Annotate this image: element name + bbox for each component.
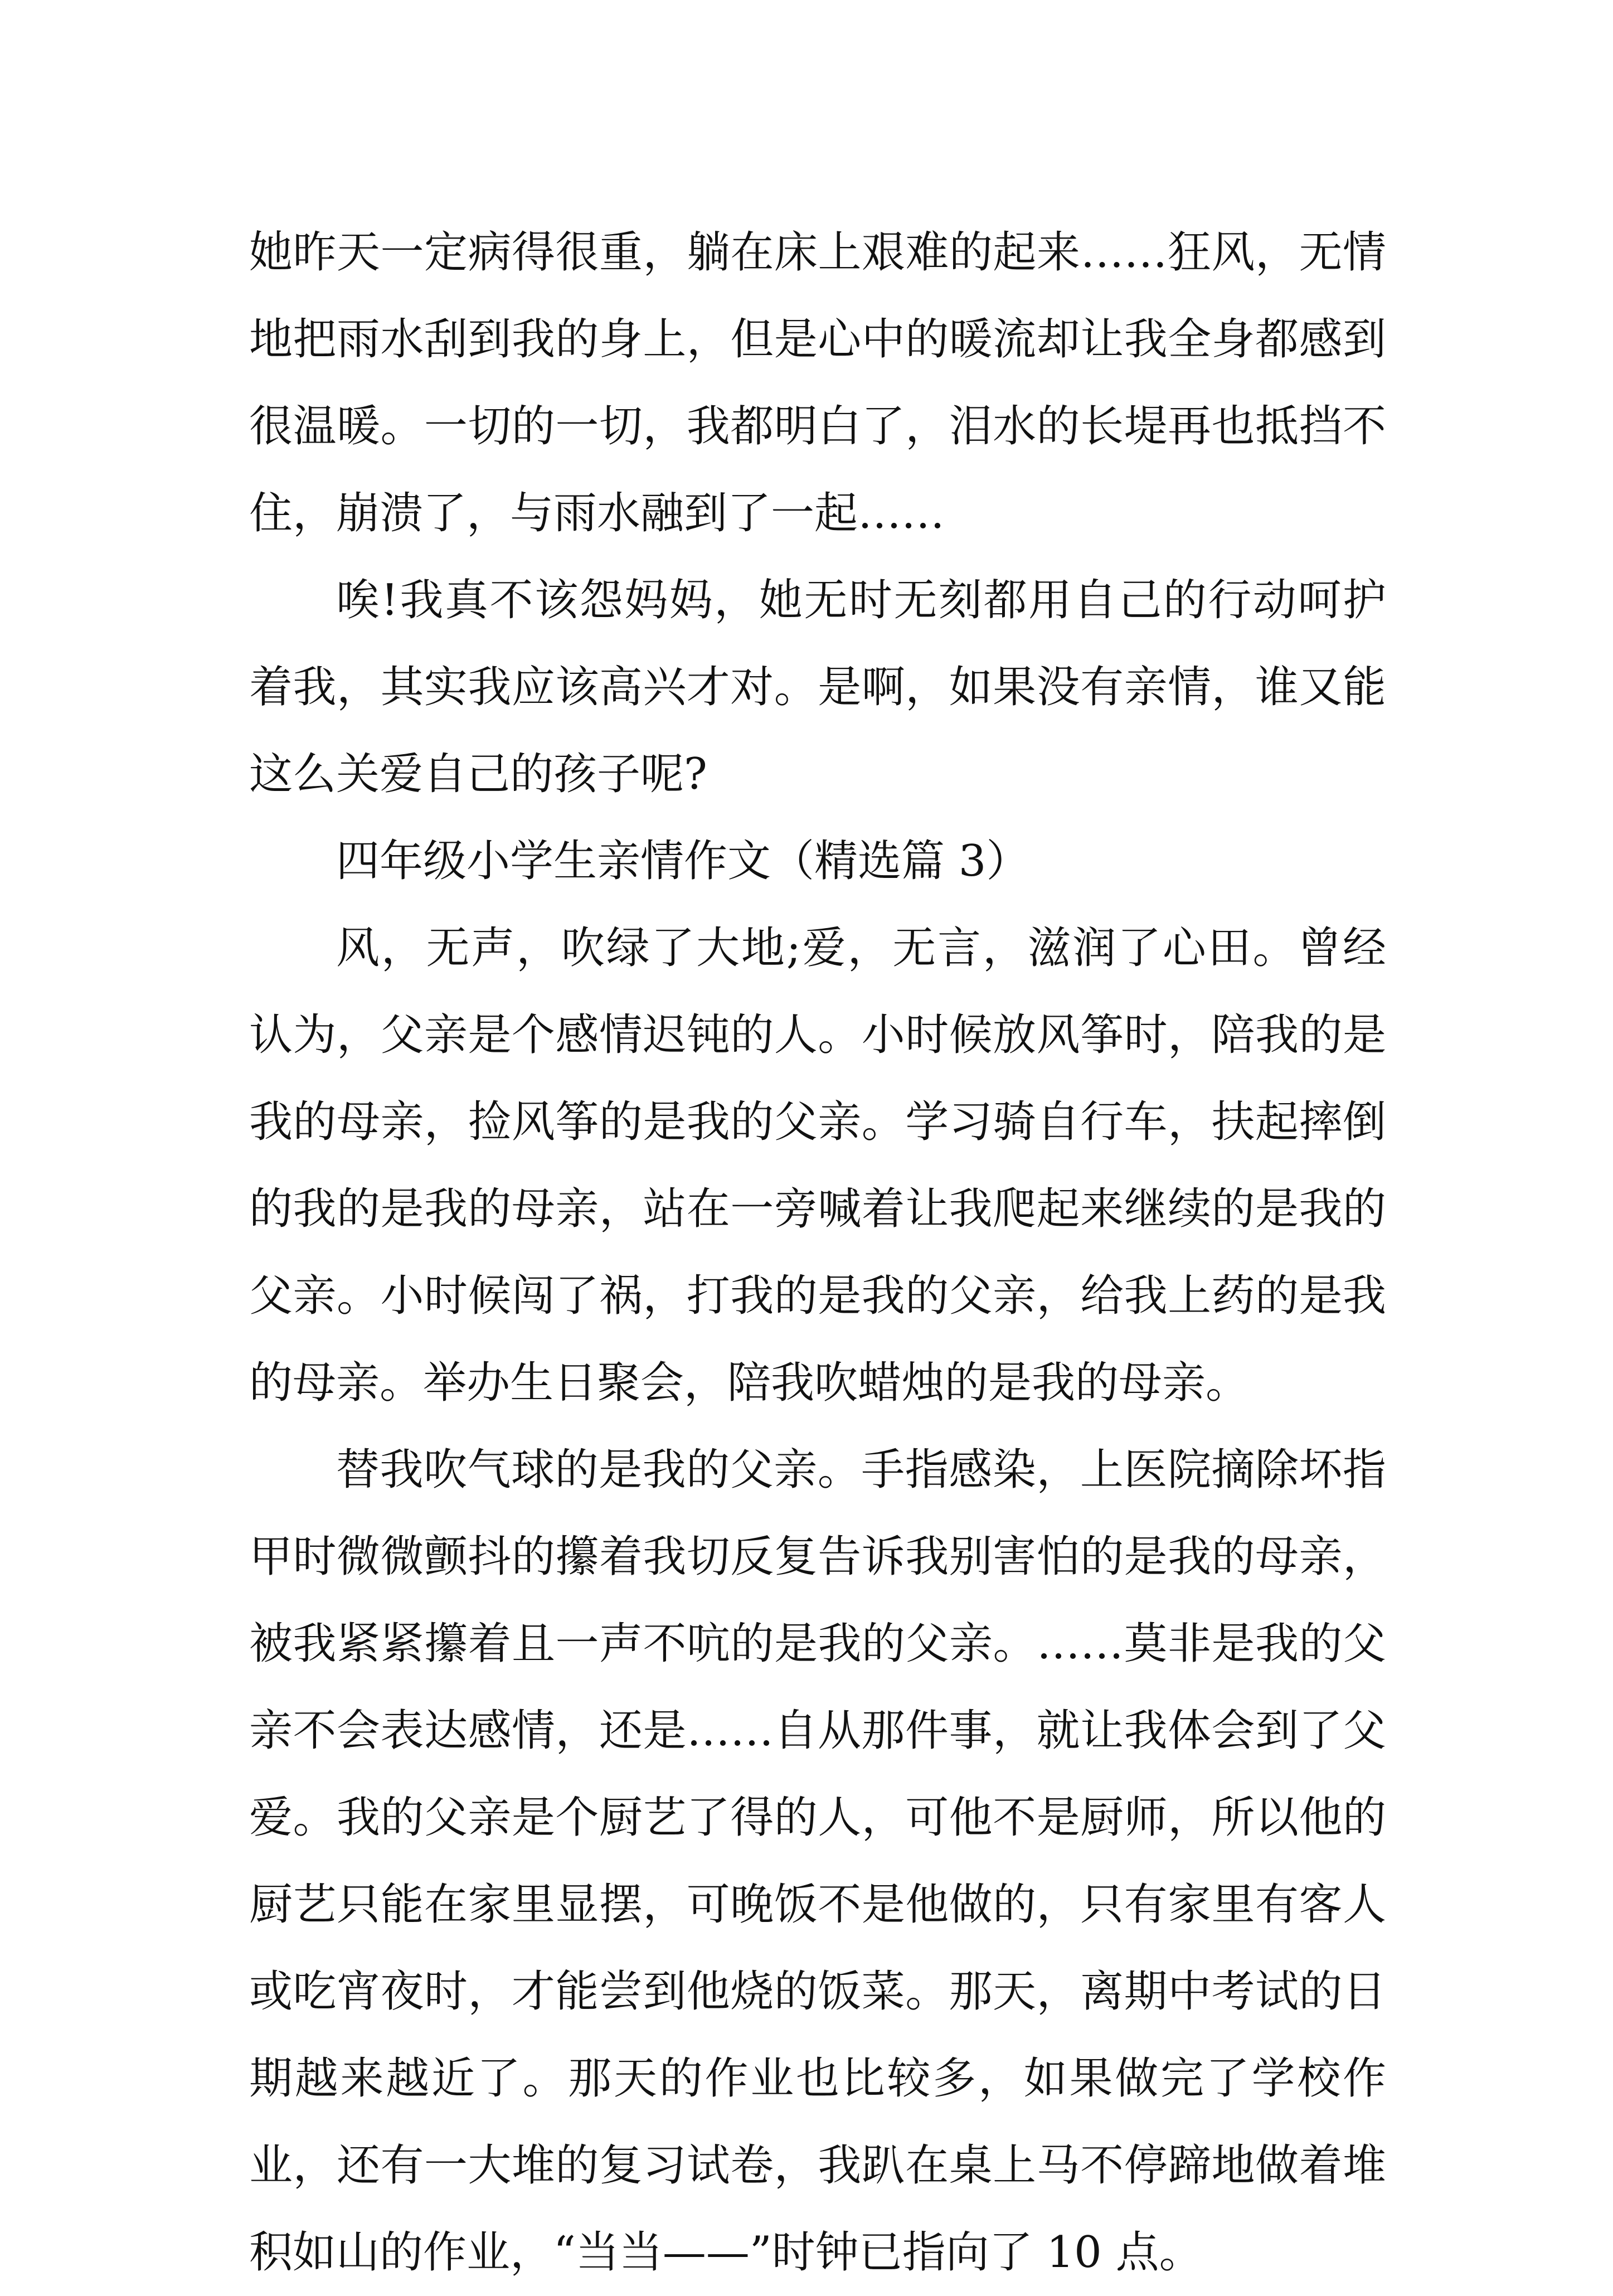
section-heading: 四年级小学生亲情作文（精选篇 3） <box>336 836 1030 886</box>
paragraph-2: 唉!我真不该怨妈妈，她无时无刻都用自己的行动呵护着我，其实我应该高兴才对。是啊，如果没有亲情，谁又能这么关爱自己的孩子呢? <box>249 575 1386 799</box>
essay-body <box>249 209 1386 2296</box>
paragraph-3: 风，无声，吹绿了大地;爱，无言，滋润了心田。曾经认为，父亲是个感情迟钝的人。小时候放风筝时，陪我的是我的母亲，捡风筝的是我的父亲。学习骑自行车，扶起摔倒的我的是我的母亲，站在一旁喊着让我爬起来继续的是我的父亲。小时候闯了祸，打我的是我的父亲，给我上药的是我的母亲。举办生日聚会，陪我吹蜡烛的是我的母亲。 <box>249 923 1386 1408</box>
paragraph-1: 她昨天一定病得很重，躺在床上艰难的起来……狂风，无情地把雨水刮到我的身上，但是心中的暖流却让我全身都感到很温暖。一切的一切，我都明白了，泪水的长堤再也抵挡不住，崩溃了，与雨水融到了一起…… <box>249 227 1386 538</box>
paragraph-4: 替我吹气球的是我的父亲。手指感染，上医院摘除坏指甲时微微颤抖的攥着我切反复告诉我别害怕的是我的母亲，被我紧紧攥着且一声不吭的是我的父亲。……莫非是我的父亲不会表达感情，还是……自从那件事，就让我体会到了父爱。我的父亲是个厨艺了得的人，可他不是厨师，所以他的厨艺只能在家里显摆，可晚饭不是他做的，只有家里有客人或吃宵夜时，才能尝到他烧的饭菜。那天，离期中考试的日期越来越近了。那天的作业也比较多，如果做完了学校作业，还有一大堆的复习试卷，我趴在桌上马不停蹄地做着堆积如山的作业，“当当——”时钟已指向了 10 点。 <box>249 1445 1386 2278</box>
